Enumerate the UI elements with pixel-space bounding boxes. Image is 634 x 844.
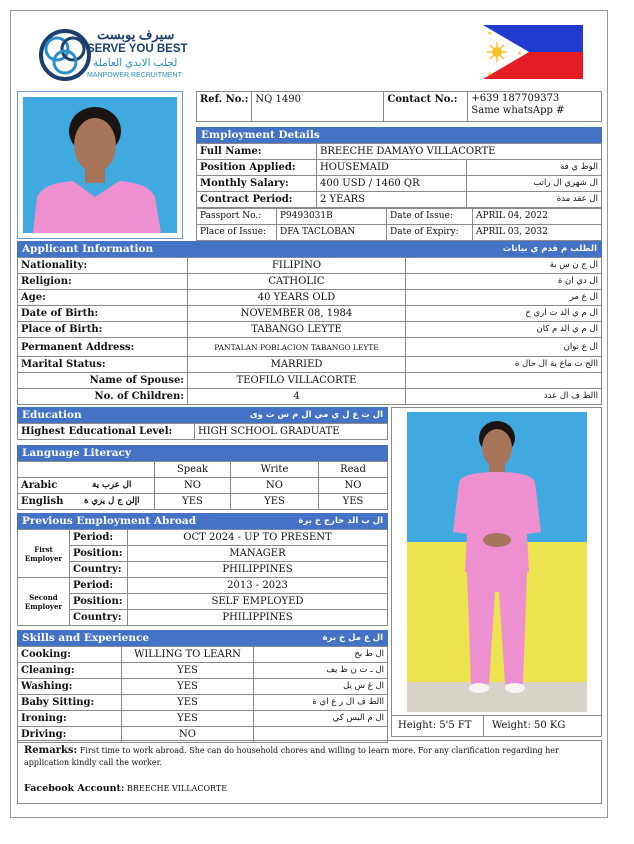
address-label: Permanent Address:: [18, 338, 188, 357]
employment-details-table: [196, 143, 602, 208]
marital-status-label: Marital Status:: [18, 357, 188, 373]
address-value: PANTALAN POBLACION TABANGO LEYTE: [188, 338, 406, 357]
language-header: [17, 445, 388, 461]
skill-cooking-label: Cooking:: [18, 647, 122, 663]
first-position-value: MANAGER: [128, 546, 388, 562]
skill-washing-arabic: ال غ س يل: [254, 679, 388, 695]
company-logo: [39, 27, 189, 85]
position-applied-arabic: الوظ ي فة: [467, 160, 602, 176]
applicant-info-block: [17, 241, 602, 405]
skill-ironing-label: Ironing:: [18, 711, 122, 727]
position-applied-value: HOUSEMAID: [317, 160, 467, 176]
skill-driving-label: Driving:: [18, 727, 122, 743]
lang-english-arabic: اإلن ج ل يزي ة: [70, 494, 155, 510]
facebook-line: [24, 783, 595, 794]
lang-english-speak: YES: [155, 494, 231, 510]
logo-emblem-icon: [39, 29, 91, 81]
skill-washing-value: YES: [122, 679, 254, 695]
facebook-label: Facebook Account:: [24, 783, 125, 794]
company-arabic-tagline: لجلب الايدي العاملة: [93, 57, 178, 69]
lang-arabic-arabic: ال عرب ية: [70, 478, 155, 494]
full-name-value: BREECHE DAMAYO VILLACORTE: [317, 144, 602, 160]
marital-status-arabic: االج ت ماع ية ال حال ة: [406, 357, 602, 373]
first-period-label: Period:: [70, 530, 128, 546]
position-applied-label: Position Applied:: [197, 160, 317, 176]
svg-text:★: ★: [487, 71, 493, 78]
lang-arabic-label: Arabic: [18, 478, 70, 494]
employment-details-title: Employment Details: [201, 129, 320, 141]
company-arabic-name: سيرف يوبست: [97, 27, 175, 42]
height-value: Height: 5'5 FT: [392, 716, 484, 737]
lang-english-label: English: [18, 494, 70, 510]
weight-value: Weight: 50 KG: [492, 720, 566, 731]
second-country-label: Country:: [70, 610, 128, 626]
religion-arabic: ال دي ان ة: [406, 274, 602, 290]
monthly-salary-value: 400 USD / 1460 QR: [317, 176, 467, 192]
applicant-info-table: [17, 257, 602, 405]
age-arabic: ال ع مر: [406, 290, 602, 306]
company-subtitle: MANPOWER RECRUITMENT: [87, 72, 182, 79]
address-arabic: ال ع نوان: [406, 338, 602, 357]
contact-note: Same whatsApp #: [471, 105, 565, 116]
philippine-flag-icon: [483, 25, 583, 79]
employment-block: [196, 91, 602, 241]
contact-value-cell: [468, 92, 602, 122]
monthly-salary-arabic: ال شهري ال راتب: [467, 176, 602, 192]
ref-no-label: Ref. No.:: [197, 92, 252, 122]
contract-period-arabic: ال عقد مدة: [467, 192, 602, 208]
passport-table: [196, 208, 602, 241]
previous-employment-title-arabic: ال ب الد خارج خ برة: [298, 516, 383, 526]
dob-value: NOVEMBER 08, 1984: [188, 306, 406, 322]
skill-driving-value: NO: [122, 727, 254, 743]
lang-speak-header: Speak: [155, 462, 231, 478]
portrait-photo: [23, 97, 177, 233]
skill-ironing-arabic: ال م البس كي: [254, 711, 388, 727]
svg-text:★: ★: [517, 50, 523, 57]
education-title: Education: [22, 409, 82, 421]
skill-cleaning-value: YES: [122, 663, 254, 679]
lang-arabic-speak: NO: [155, 478, 231, 494]
skill-babysitting-value: YES: [122, 695, 254, 711]
cv-page: [10, 10, 608, 818]
expiry-date-label: Date of Expiry:: [387, 225, 473, 241]
skills-table: [17, 646, 388, 743]
nationality-arabic: ال ج ن س ية: [406, 258, 602, 274]
spouse-arabic: [406, 373, 602, 389]
dob-label: Date of Birth:: [18, 306, 188, 322]
spouse-value: TEOFILO VILLACORTE: [188, 373, 406, 389]
reference-table: [196, 91, 602, 122]
remarks-line: [24, 745, 595, 769]
skills-title-arabic: ال ع مل خ برة: [322, 633, 383, 643]
skill-cooking-arabic: ال ط بخ: [254, 647, 388, 663]
lang-arabic-read: NO: [319, 478, 388, 494]
nationality-label: Nationality:: [18, 258, 188, 274]
birthplace-value: TABANGO LEYTE: [188, 322, 406, 338]
issue-place-value: DFA TACLOBAN: [277, 225, 387, 241]
education-title-arabic: ال ت ع ل ي مي ال م س ت وى: [249, 410, 383, 420]
passport-no-value: P9493031B: [277, 209, 387, 225]
applicant-info-title-arabic: الطلب م قدم ي بيانات: [502, 244, 597, 254]
skills-header: [17, 630, 388, 646]
lang-arabic-write: NO: [231, 478, 319, 494]
contact-number[interactable]: +639 187709373: [471, 93, 560, 104]
monthly-salary-label: Monthly Salary:: [197, 176, 317, 192]
birthplace-arabic: ال م ي الد م كان: [406, 322, 602, 338]
second-employer-label: Second Employer: [18, 578, 70, 626]
previous-employment-header: [17, 513, 388, 529]
second-position-value: SELF EMPLOYED: [128, 594, 388, 610]
first-country-value: PHILIPPINES: [128, 562, 388, 578]
previous-employment-title: Previous Employment Abroad: [22, 515, 197, 527]
first-country-label: Country:: [70, 562, 128, 578]
children-arabic: االط ف ال عدد: [406, 389, 602, 405]
facebook-value[interactable]: BREECHE VILLACORTE: [126, 784, 228, 793]
language-table: [17, 461, 388, 510]
contact-label: Contact No.:: [384, 92, 468, 122]
second-position-label: Position:: [70, 594, 128, 610]
skill-cleaning-label: Cleaning:: [18, 663, 122, 679]
education-level-label: Highest Educational Level:: [18, 424, 195, 440]
marital-status-value: MARRIED: [188, 357, 406, 373]
skill-ironing-value: YES: [122, 711, 254, 727]
children-label: No. of Children:: [18, 389, 188, 405]
skill-babysitting-arabic: االط ف ال ر ع اي ة: [254, 695, 388, 711]
first-period-value: OCT 2024 - UP TO PRESENT: [128, 530, 388, 546]
issue-date-value: APRIL 04, 2022: [473, 209, 602, 225]
applicant-info-title: Applicant Information: [22, 243, 154, 255]
lang-read-header: Read: [319, 462, 388, 478]
remarks-text: First time to work abroad. She can do household chores and willing to learn more. For any clarification regarding her application kindly call the worker.: [24, 746, 559, 767]
skills-title: Skills and Experience: [22, 632, 150, 644]
remarks-box: [17, 740, 602, 804]
nationality-value: FILIPINO: [188, 258, 406, 274]
body-measurements: [392, 715, 601, 737]
issue-place-label: Place of Issue:: [197, 225, 277, 241]
company-english-name: SERVE YOU BEST: [87, 43, 188, 55]
remarks-label: Remarks:: [24, 745, 78, 756]
full-body-photo: [407, 412, 587, 712]
religion-label: Religion:: [18, 274, 188, 290]
birthplace-label: Place of Birth:: [18, 322, 188, 338]
full-body-photo-frame: [391, 407, 602, 737]
second-period-label: Period:: [70, 578, 128, 594]
expiry-date-value: APRIL 03, 2032: [473, 225, 602, 241]
contract-period-value: 2 YEARS: [317, 192, 467, 208]
skill-babysitting-label: Baby Sitting:: [18, 695, 122, 711]
ref-no-value: NQ 1490: [252, 92, 384, 122]
contract-period-label: Contract Period:: [197, 192, 317, 208]
issue-date-label: Date of Issue:: [387, 209, 473, 225]
skill-cleaning-arabic: ال ـ ت ن ظ يف: [254, 663, 388, 679]
applicant-info-header: [17, 241, 602, 257]
lang-write-header: Write: [231, 462, 319, 478]
left-column: [17, 407, 388, 743]
passport-no-label: Passport No.:: [197, 209, 277, 225]
skill-cooking-value: WILLING TO LEARN: [122, 647, 254, 663]
language-title: Language Literacy: [22, 447, 132, 459]
age-label: Age:: [18, 290, 188, 306]
dob-arabic: ال م ي الد ت اري خ: [406, 306, 602, 322]
children-value: 4: [188, 389, 406, 405]
second-period-value: 2013 - 2023: [128, 578, 388, 594]
full-name-label: Full Name:: [197, 144, 317, 160]
lang-english-write: YES: [231, 494, 319, 510]
skill-washing-label: Washing:: [18, 679, 122, 695]
religion-value: CATHOLIC: [188, 274, 406, 290]
education-level-value: HIGH SCHOOL GRADUATE: [195, 424, 388, 440]
first-employer-label: First Employer: [18, 530, 70, 578]
previous-employment-table: [17, 529, 388, 626]
portrait-photo-frame: [17, 91, 183, 239]
second-country-value: PHILIPPINES: [128, 610, 388, 626]
age-value: 40 YEARS OLD: [188, 290, 406, 306]
lang-english-read: YES: [319, 494, 388, 510]
spouse-label: Name of Spouse:: [18, 373, 188, 389]
education-header: [17, 407, 388, 423]
svg-text:★: ★: [487, 30, 493, 37]
first-position-label: Position:: [70, 546, 128, 562]
education-table: [17, 423, 388, 440]
employment-details-header: [196, 127, 602, 143]
